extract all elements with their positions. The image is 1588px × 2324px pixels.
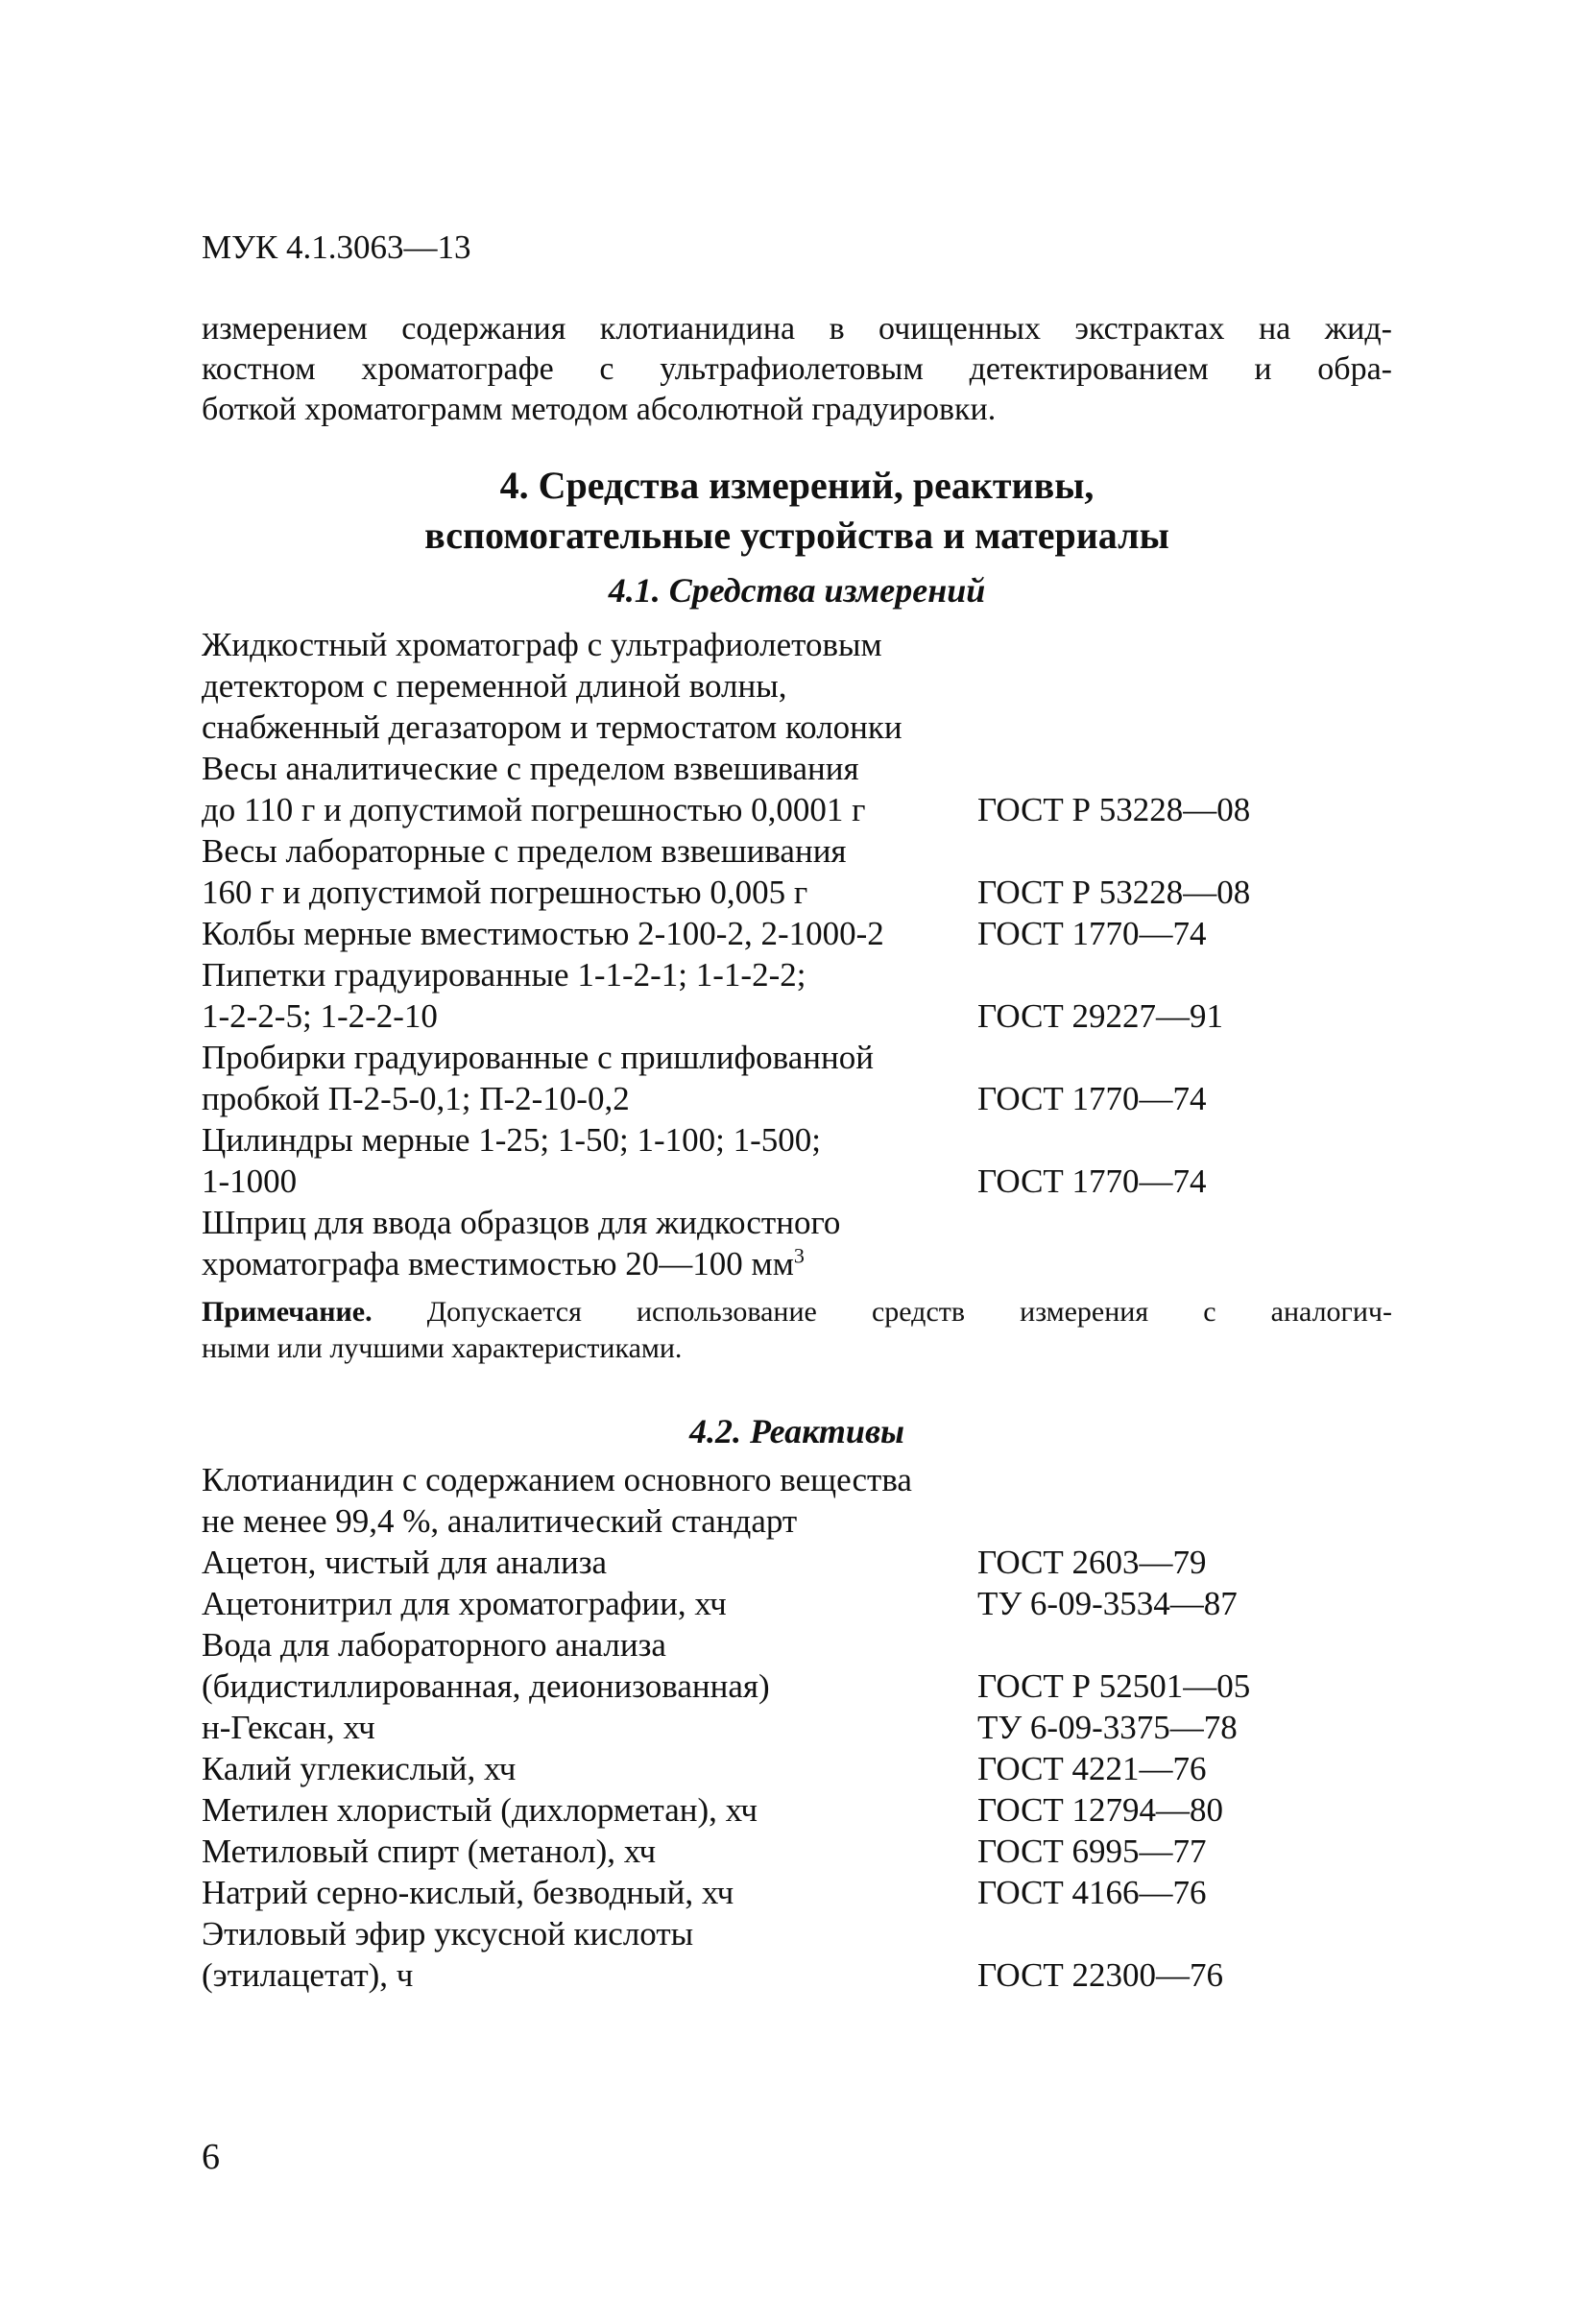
note-label: Примечание.: [202, 1296, 373, 1328]
item-standard: [977, 665, 1392, 707]
list-item: [202, 1789, 1392, 1831]
item-text: 1-2-2-5; 1-2-2-10: [202, 997, 438, 1035]
note-line: [202, 1294, 1392, 1330]
item-text: детектором с переменной длиной волны,: [202, 667, 787, 705]
item-text-with-unit: [202, 1243, 977, 1284]
list-item: [202, 1542, 1392, 1583]
item-text: Вода для лабораторного анализа: [202, 1626, 666, 1664]
item-standard: [977, 1243, 1392, 1284]
item-text: 1-1000: [202, 1162, 298, 1200]
item-standard: ГОСТ 1770—74: [977, 1080, 1207, 1117]
list-item: [202, 913, 1392, 954]
item-text: Натрий серно-кислый, безводный, хч: [202, 1874, 734, 1911]
note-line: ными или лучшими характеристиками.: [202, 1332, 683, 1364]
item-standard: ГОСТ 1770—74: [977, 1162, 1207, 1200]
intro-line: боткой хроматограмм методом абсолютной градуировки.: [202, 392, 997, 427]
list-item: [202, 1119, 1392, 1202]
item-standard: ТУ 6-09-3534—87: [977, 1585, 1238, 1622]
item-text: Цилиндры мерные 1-25; 1-50; 1-100; 1-500;: [202, 1121, 821, 1159]
item-standard: ГОСТ 4166—76: [977, 1874, 1207, 1911]
item-standard: [977, 1119, 1392, 1161]
list-item: [202, 1459, 1392, 1542]
item-text: (бидистиллированная, деионизованная): [202, 1667, 770, 1705]
item-text: не менее 99,4 %, аналитический стандарт: [202, 1502, 798, 1540]
item-text: Пробирки градуированные с пришлифованной: [202, 1039, 874, 1076]
item-text: Весы лабораторные с пределом взвешивания: [202, 832, 847, 870]
item-standard: [977, 1202, 1392, 1243]
note-text: Допускается использование средств измерения с аналогич-: [426, 1296, 1392, 1328]
list-item: [202, 1831, 1392, 1872]
subsection-title-reagents: 4.2. Реактивы: [688, 1412, 905, 1450]
item-standard: ГОСТ 4221—76: [977, 1750, 1207, 1787]
item-standard: [977, 1459, 1392, 1500]
intro-line: костном хроматографе с ультрафиолетовым детектированием и обра-: [202, 351, 1392, 387]
item-text: (этилацетат), ч: [202, 1956, 414, 1994]
item-text: 160 г и допустимой погрешностью 0,005 г: [202, 874, 808, 911]
item-text: Калий углекислый, хч: [202, 1750, 517, 1787]
item-standard: ГОСТ 1770—74: [977, 915, 1207, 952]
item-text: Жидкостный хроматограф с ультрафиолетовым: [202, 626, 882, 663]
item-text: снабженный дегазатором и термостатом колонки: [202, 708, 902, 746]
item-standard: [977, 1500, 1392, 1542]
item-text: Метиловый спирт (метанол), хч: [202, 1833, 657, 1870]
section-title-line: 4. Средства измерений, реактивы,: [499, 464, 1095, 507]
item-standard: ГОСТ 29227—91: [977, 997, 1224, 1035]
list-item: [202, 954, 1392, 1037]
list-item: [202, 1583, 1392, 1624]
item-text: Пипетки градуированные 1-1-2-1; 1-1-2-2;: [202, 956, 806, 994]
item-text: пробкой П-2-5-0,1; П-2-10-0,2: [202, 1080, 630, 1117]
section-title: [202, 461, 1392, 561]
intro-line: измерением содержания клотианидина в очищенных экстрактах на жид-: [202, 311, 1392, 347]
item-text: Шприц для ввода образцов для жидкостного: [202, 1204, 841, 1241]
list-item: [202, 1037, 1392, 1119]
item-standard: ГОСТ Р 53228—08: [977, 874, 1251, 911]
item-text: Ацетон, чистый для анализа: [202, 1544, 608, 1581]
item-text: Метилен хлористый (дихлорметан), хч: [202, 1791, 758, 1829]
list-item: [202, 1913, 1392, 1996]
item-standard: [977, 954, 1392, 995]
unit-superscript: 3: [793, 1243, 805, 1268]
list-item: [202, 830, 1392, 913]
item-standard: [977, 1037, 1392, 1078]
item-text: Весы аналитические с пределом взвешивания: [202, 750, 859, 787]
list-item: [202, 1872, 1392, 1913]
item-standard: [977, 707, 1392, 748]
item-standard: [977, 830, 1392, 872]
list-item: [202, 624, 1392, 748]
list-item: [202, 748, 1392, 830]
item-text: н-Гексан, хч: [202, 1709, 375, 1746]
item-standard: [977, 1624, 1392, 1665]
list-item: [202, 1707, 1392, 1748]
item-text: Колбы мерные вместимостью 2-100-2, 2-1000-2: [202, 915, 884, 952]
item-standard: ГОСТ Р 53228—08: [977, 791, 1251, 828]
document-code: МУК 4.1.3063—13: [202, 228, 471, 266]
item-text: Этиловый эфир уксусной кислоты: [202, 1915, 694, 1953]
item-text: хроматографа вместимостью 20—100 мм: [202, 1245, 794, 1282]
item-standard: [977, 748, 1392, 789]
list-item: [202, 1624, 1392, 1707]
section-title-line: вспомогательные устройства и материалы: [424, 514, 1169, 557]
note-paragraph: [202, 1294, 1392, 1367]
item-text: Ацетонитрил для хроматографии, хч: [202, 1585, 727, 1622]
page-number: 6: [202, 2137, 220, 2177]
item-standard: ГОСТ Р 52501—05: [977, 1667, 1251, 1705]
item-standard: ГОСТ 12794—80: [977, 1791, 1224, 1829]
subsection-title-measuring: 4.1. Средства измерений: [608, 571, 986, 610]
item-standard: [977, 624, 1392, 665]
item-standard: ТУ 6-09-3375—78: [977, 1709, 1238, 1746]
measuring-instruments-list: [202, 624, 1392, 1284]
item-text: Клотианидин с содержанием основного вещества: [202, 1461, 912, 1498]
intro-paragraph: [202, 309, 1392, 430]
reagents-list: [202, 1459, 1392, 1996]
item-standard: ГОСТ 22300—76: [977, 1956, 1224, 1994]
list-item: [202, 1748, 1392, 1789]
item-standard: ГОСТ 6995—77: [977, 1833, 1207, 1870]
list-item: [202, 1202, 1392, 1284]
item-standard: [977, 1913, 1392, 1954]
item-standard: ГОСТ 2603—79: [977, 1544, 1207, 1581]
item-text: до 110 г и допустимой погрешностью 0,0001 г: [202, 791, 866, 828]
